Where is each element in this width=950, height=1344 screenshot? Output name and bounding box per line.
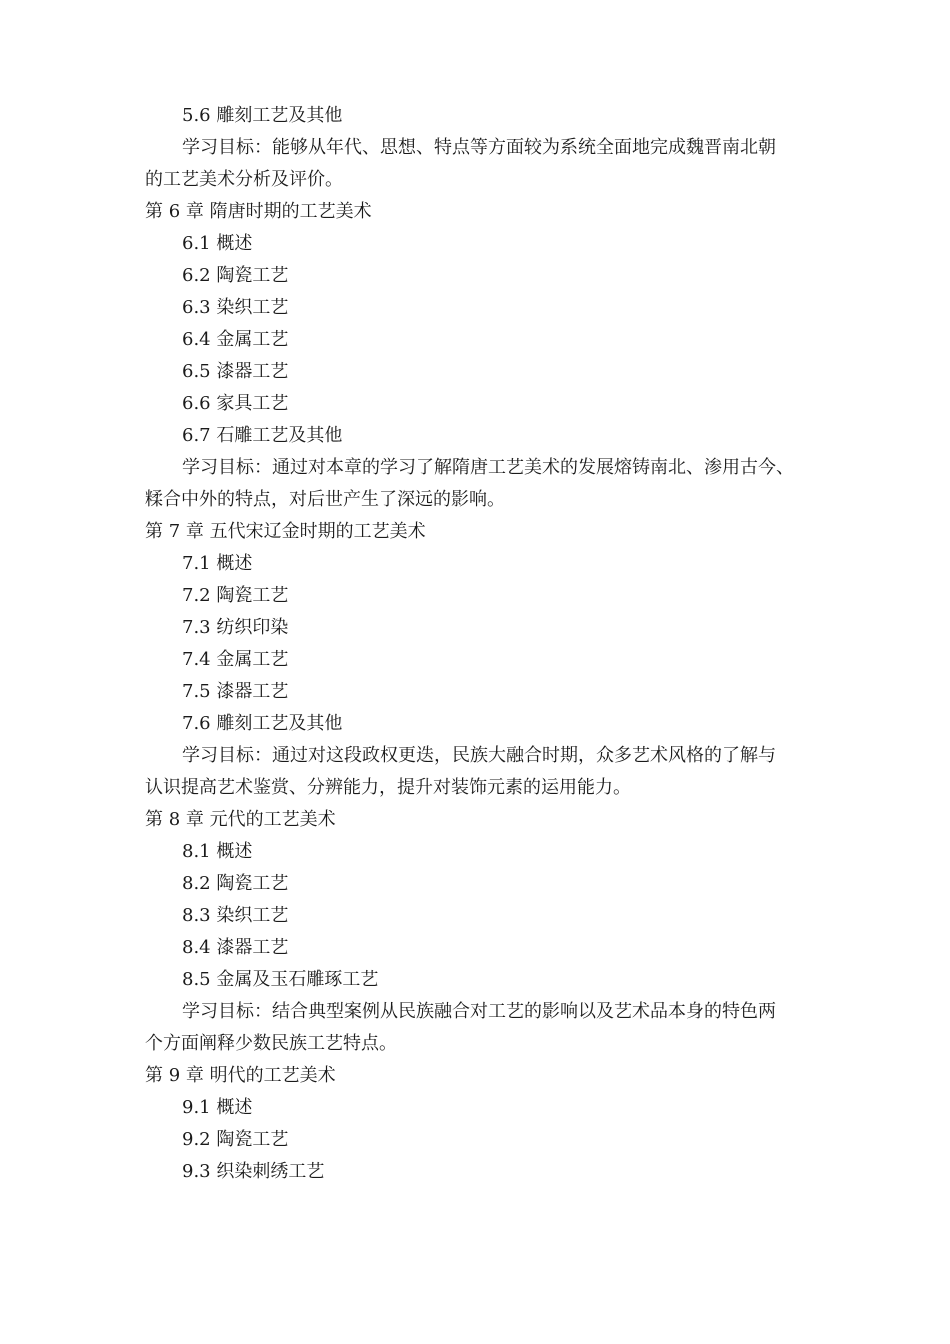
line-33: 9.3 织染刺绣工艺	[182, 1161, 325, 1182]
line-14: 7.1 概述	[182, 553, 253, 574]
line-9: 6.6 家具工艺	[182, 393, 289, 414]
line-8: 6.5 漆器工艺	[182, 361, 289, 382]
line-15: 7.2 陶瓷工艺	[182, 585, 289, 606]
line-2: 的工艺美术分析及评价。	[145, 169, 343, 190]
line-28: 学习目标：结合典型案例从民族融合对工艺的影响以及艺术品本身的特色两	[182, 1001, 776, 1022]
line-5: 6.2 陶瓷工艺	[182, 265, 289, 286]
line-31: 9.1 概述	[182, 1097, 253, 1118]
line-22: 第 8 章 元代的工艺美术	[145, 809, 336, 830]
line-1: 学习目标：能够从年代、思想、特点等方面较为系统全面地完成魏晋南北朝	[182, 137, 776, 158]
line-18: 7.5 漆器工艺	[182, 681, 289, 702]
line-29: 个方面阐释少数民族工艺特点。	[145, 1033, 397, 1054]
line-20: 学习目标：通过对这段政权更迭，民族大融合时期，众多艺术风格的了解与	[182, 745, 776, 766]
line-32: 9.2 陶瓷工艺	[182, 1129, 289, 1150]
line-12: 糅合中外的特点，对后世产生了深远的影响。	[145, 489, 505, 510]
document-page	[145, 100, 810, 1188]
line-26: 8.4 漆器工艺	[182, 937, 289, 958]
line-0: 5.6 雕刻工艺及其他	[182, 105, 343, 126]
line-25: 8.3 染织工艺	[182, 905, 289, 926]
line-13: 第 7 章 五代宋辽金时期的工艺美术	[145, 521, 426, 542]
line-30: 第 9 章 明代的工艺美术	[145, 1065, 336, 1086]
line-7: 6.4 金属工艺	[182, 329, 289, 350]
line-24: 8.2 陶瓷工艺	[182, 873, 289, 894]
line-6: 6.3 染织工艺	[182, 297, 289, 318]
line-4: 6.1 概述	[182, 233, 253, 254]
line-27: 8.5 金属及玉石雕琢工艺	[182, 969, 379, 990]
line-21: 认识提高艺术鉴赏、分辨能力，提升对装饰元素的运用能力。	[145, 777, 631, 798]
line-3: 第 6 章 隋唐时期的工艺美术	[145, 201, 372, 222]
line-17: 7.4 金属工艺	[182, 649, 289, 670]
line-11: 学习目标：通过对本章的学习了解隋唐工艺美术的发展熔铸南北、渗用古今、	[182, 457, 794, 478]
line-16: 7.3 纺织印染	[182, 617, 289, 638]
line-23: 8.1 概述	[182, 841, 253, 862]
line-10: 6.7 石雕工艺及其他	[182, 425, 343, 446]
line-19: 7.6 雕刻工艺及其他	[182, 713, 343, 734]
